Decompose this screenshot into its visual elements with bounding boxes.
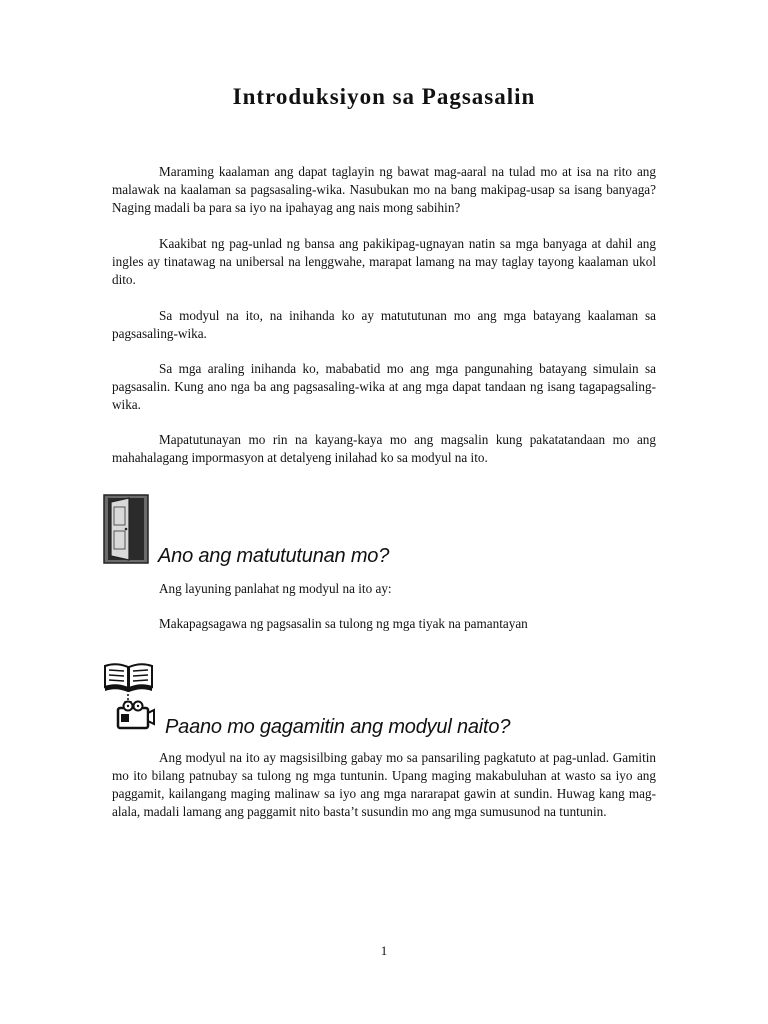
objective-intro: Ang layuning panlahat ng modyul na ito ay: — [159, 581, 392, 596]
intro-paragraph-3: Sa modyul na ito, na inihanda ko ay matututunan mo ang mga batayang kaalaman sa pagsasaling-wika. — [112, 308, 656, 341]
page-number: 1 — [380, 943, 388, 958]
page-title: Introduksiyon sa Pagsasalin — [232, 84, 536, 109]
intro-paragraph-2: Kaakibat ng pag-unlad ng bansa ang pakikipag-ugnayan natin sa mga banyaga at dahil ang ingles ay tinatawag na unibersal na lenggwahe, marapat lamang na may taglay tayong kaalaman ukol dito. — [112, 236, 656, 287]
section-heading-learning: Ano ang matututunan mo? — [158, 545, 390, 567]
book-and-film-icon — [102, 660, 156, 732]
intro-paragraph-4: Sa mga araling inihanda ko, mababatid mo ang mga pangunahing batayang simulain sa pagsasalin. Kung ano nga ba ang pagsasaling-wika at ang mga dapat tandaan ng isang tagapagsaling-wika. — [112, 361, 656, 412]
objective-text: Makapagsagawa ng pagsasalin sa tulong ng mga tiyak na pamantayan — [159, 616, 528, 631]
usage-paragraph: Ang modyul na ito ay magsisilbing gabay mo sa pansariling pagkatuto at pag-unlad. Gamitin mo ito bilang patnubay sa tulong ng mga tuntunin. Upang maging makabuluhan at wasto sa iyo ang paggamit, kailangang maging malinaw sa iyo ang mga nararapat gawin at sundin. Huwag kang mag-alala, madali lamang ang paggamit nito basta’t susundin mo ang mga sumusunod na tuntunin. — [112, 750, 656, 819]
open-door-icon — [103, 494, 149, 564]
section-heading-usage: Paano mo gagamitin ang modyul naito? — [165, 716, 511, 738]
intro-paragraph-5: Mapatutunayan mo rin na kayang-kaya mo ang magsalin kung pakatatandaan mo ang mahahalagang impormasyon at detalyeng inilahad ko sa modyul na ito. — [112, 432, 656, 465]
intro-paragraph-1: Maraming kaalaman ang dapat taglayin ng bawat mag-aaral na tulad mo at isa na rito ang malawak na kaalaman sa pagsasaling-wika. Nasubukan mo na bang makipag-usap sa isang banyaga? Naging madali ba para sa iyo na ipahayag ang nais mong sabihin? — [112, 164, 656, 215]
